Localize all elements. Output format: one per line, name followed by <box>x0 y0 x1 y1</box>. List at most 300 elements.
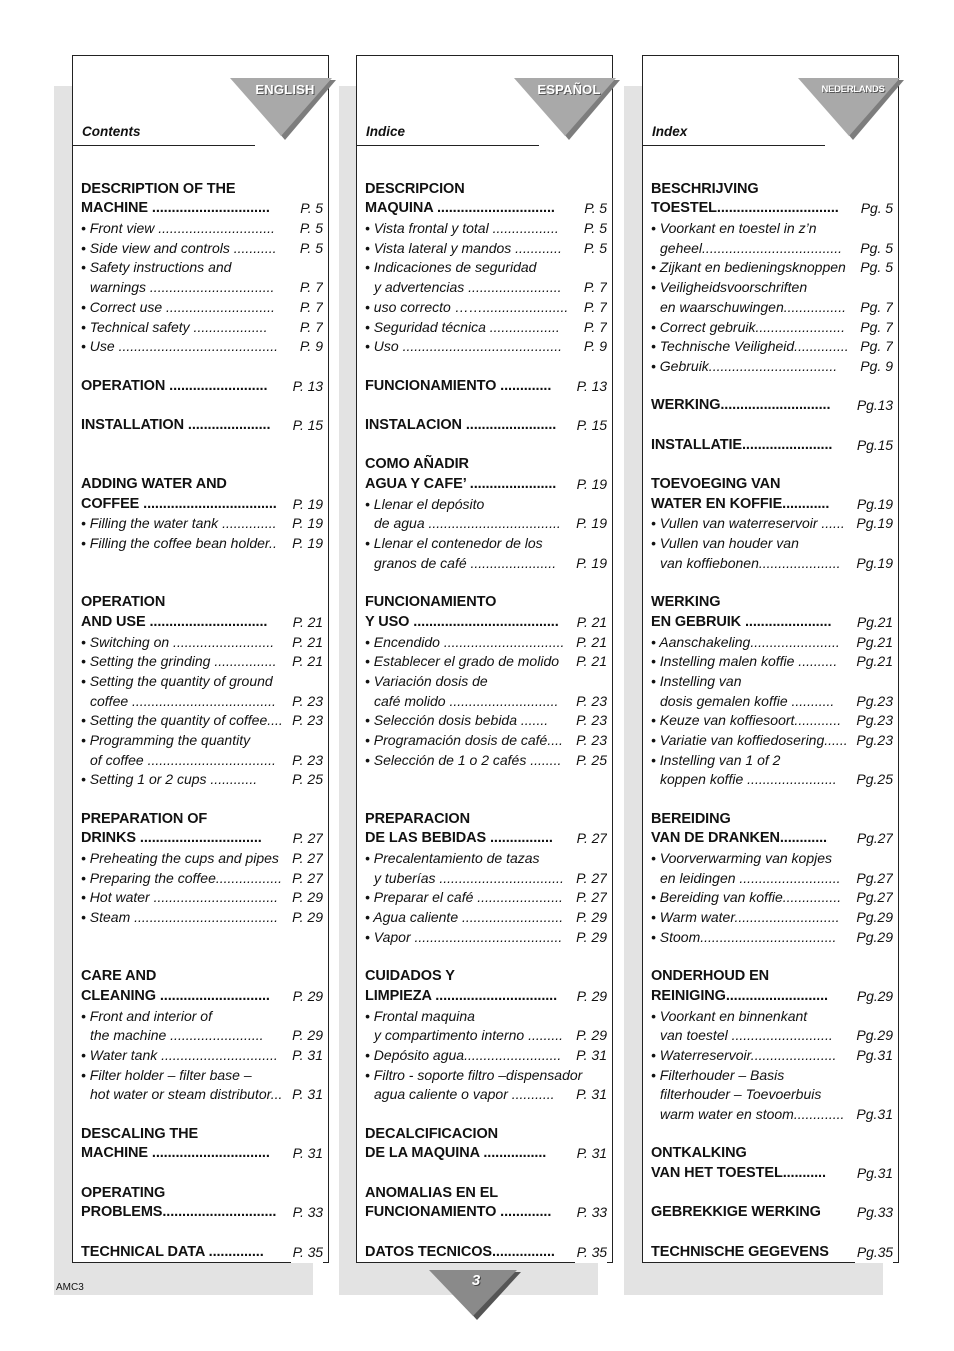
page-reference: P. 23 <box>574 692 607 712</box>
page-reference: P. 19 <box>290 514 323 534</box>
entry-text: BESCHRIJVING <box>651 180 759 197</box>
entry-text: • Technical safety ................... <box>81 318 268 335</box>
page-reference: Pg.19 <box>854 554 893 574</box>
section-heading <box>81 377 323 397</box>
toc-entry <box>651 751 893 771</box>
toc-entry <box>651 633 893 653</box>
section-heading <box>81 1243 323 1263</box>
toc-entry <box>651 869 893 889</box>
entry-text: • Llenar el contenedor de los <box>365 535 543 552</box>
spacer <box>651 948 893 968</box>
page-reference: Pg.21 <box>854 652 893 672</box>
entry-text: hot water or steam distributor... <box>90 1086 283 1103</box>
entry-text: DATOS TECNICOS................ <box>365 1243 555 1260</box>
page-reference: P. 31 <box>574 1085 607 1105</box>
page-reference: Pg.33 <box>855 1203 893 1223</box>
spacer <box>81 436 323 456</box>
toc-entry <box>81 711 323 731</box>
entry-text: • Vista frontal y total ................. <box>365 220 559 237</box>
section-heading <box>81 987 323 1007</box>
toc-entry <box>81 219 323 239</box>
page-reference: P. 7 <box>582 278 607 298</box>
page-reference: P. 19 <box>290 534 323 554</box>
entry-text: • Steam ..................................... <box>81 909 279 926</box>
toc-entry <box>81 1046 323 1066</box>
section-heading <box>365 475 607 495</box>
entry-text: • Selección dosis bebida ....... <box>365 712 549 729</box>
toc-entry <box>365 495 607 515</box>
page-number-badge <box>429 1270 523 1322</box>
section-heading <box>651 1243 893 1263</box>
page-reference: Pg.29 <box>855 987 893 1007</box>
entry-text: CLEANING ............................ <box>81 987 270 1004</box>
section-heading <box>365 1125 607 1145</box>
toc-panel-nederlands <box>642 55 899 1263</box>
spacer <box>365 948 607 968</box>
spacer <box>81 554 323 574</box>
section-heading <box>81 1184 323 1204</box>
spacer <box>651 416 893 436</box>
toc-entry <box>365 888 607 908</box>
entry-text: • Indicaciones de seguridad <box>365 259 537 276</box>
spacer <box>365 160 607 180</box>
toc-panel-espanol <box>356 55 613 1263</box>
entry-text: • Aanschakeling....................... <box>651 633 840 650</box>
section-heading <box>651 613 893 633</box>
entry-text: • Filling the coffee bean holder.. <box>81 535 277 552</box>
entry-text: • Vullen van waterreservoir ...... <box>651 515 845 532</box>
section-heading <box>81 810 323 830</box>
toc-entry <box>651 1007 893 1027</box>
toc-list <box>365 160 607 1263</box>
entry-text: • Switching on .......................... <box>81 633 275 650</box>
panel-title: Contents <box>82 124 141 139</box>
section-heading <box>365 377 607 397</box>
entry-text: • Vullen van houder van <box>651 535 799 552</box>
spacer <box>365 357 607 377</box>
entry-text: en leidingen .......................... <box>660 869 841 886</box>
entry-text: WATER EN KOFFIE............ <box>651 495 830 512</box>
section-heading <box>81 967 323 987</box>
entry-text: • Depósito agua......................... <box>365 1046 562 1063</box>
entry-text: dosis gemalen koffie ........... <box>660 692 835 709</box>
toc-entry <box>81 652 323 672</box>
entry-text: y tuberías ................................ <box>374 869 564 886</box>
entry-text: coffee ..................................... <box>90 692 276 709</box>
entry-text: the machine ........................ <box>90 1027 264 1044</box>
entry-text: VAN DE DRANKEN............ <box>651 830 827 847</box>
toc-entry <box>365 633 607 653</box>
entry-text: • Preparar el café ...................... <box>365 889 563 906</box>
spacer <box>651 790 893 810</box>
page-reference: P. 33 <box>291 1203 323 1223</box>
toc-entry <box>81 298 323 318</box>
entry-text: granos de café ...................... <box>374 554 557 571</box>
spacer <box>81 573 323 593</box>
toc-entry <box>81 672 323 692</box>
toc-entry <box>651 1046 893 1066</box>
toc-list <box>651 160 893 1263</box>
entry-text: TOESTEL............................... <box>651 200 839 217</box>
toc-entry <box>365 751 607 771</box>
spacer <box>81 1164 323 1184</box>
entry-text: • Filter holder – filter base – <box>81 1066 252 1083</box>
entry-text: INSTALLATION ..................... <box>81 416 271 433</box>
spacer <box>365 1223 607 1243</box>
page-reference: Pg.27 <box>854 869 893 889</box>
toc-entry <box>651 258 893 278</box>
entry-text: de agua .................................. <box>374 515 561 532</box>
section-heading <box>651 1144 893 1164</box>
toc-entry <box>365 219 607 239</box>
spacer <box>365 770 607 790</box>
toc-entry <box>365 1066 607 1086</box>
page-reference: P. 5 <box>298 199 323 219</box>
entry-text: DE LAS BEBIDAS ................ <box>365 830 553 847</box>
page-reference: P. 23 <box>574 711 607 731</box>
entry-text: FUNCIONAMIENTO <box>365 594 497 611</box>
entry-text: • Encendido ............................... <box>365 633 565 650</box>
section-heading <box>651 1203 893 1223</box>
entry-text: y compartimento interno ......... <box>374 1027 564 1044</box>
page-reference: P. 31 <box>290 1085 323 1105</box>
page-reference: P. 13 <box>575 377 607 397</box>
entry-text: CUIDADOS Y <box>365 968 455 985</box>
section-heading <box>81 613 323 633</box>
entry-text: • Voorkant en binnenkant <box>651 1007 808 1024</box>
entry-text: TOEVOEGING VAN <box>651 476 781 492</box>
entry-text: GEBREKKIGE WERKING <box>651 1204 821 1221</box>
toc-entry <box>651 534 893 554</box>
entry-text: ONTKALKING <box>651 1145 747 1162</box>
entry-text: DRINKS ............................... <box>81 830 262 847</box>
toc-entry <box>365 1026 607 1046</box>
toc-entry <box>651 928 893 948</box>
entry-text: • Filterhouder – Basis <box>651 1066 785 1083</box>
entry-text: warm water en stoom............. <box>660 1106 845 1122</box>
entry-text: • Bereiding van koffie............... <box>651 889 842 906</box>
entry-text: • Uso ......................................... <box>365 338 563 355</box>
toc-entry <box>81 908 323 928</box>
toc-entry <box>651 239 893 259</box>
entry-text: Y USO ..................................... <box>365 613 559 630</box>
page-reference: Pg. 7 <box>858 337 893 357</box>
toc-entry <box>81 337 323 357</box>
header-rule <box>73 145 255 146</box>
entry-text: • Preheating the cups and pipes <box>81 850 279 867</box>
entry-text: COMO AÑADIR <box>365 456 469 473</box>
entry-text: COFFEE .................................. <box>81 495 277 512</box>
page-reference: Pg.29 <box>854 908 893 928</box>
section-heading <box>651 829 893 849</box>
entry-text: INSTALACION ....................... <box>365 416 557 433</box>
page-reference: P. 29 <box>290 1026 323 1046</box>
entry-text: • Establecer el grado de molido <box>365 653 560 670</box>
page-reference: P. 25 <box>290 770 323 790</box>
entry-text: • Instelling van <box>651 672 742 689</box>
entry-text: • Setting 1 or 2 cups ............ <box>81 771 258 788</box>
section-heading <box>365 810 607 830</box>
page-reference: P. 7 <box>298 298 323 318</box>
spacer <box>651 1223 893 1243</box>
entry-text: • Preparing the coffee................. <box>81 869 282 886</box>
page-reference: P. 31 <box>290 1046 323 1066</box>
toc-entry <box>651 849 893 869</box>
entry-text: • Setting the quantity of coffee.... <box>81 712 283 729</box>
toc-entry <box>365 928 607 948</box>
entry-text: BEREIDING <box>651 810 731 827</box>
entry-text: ONDERHOUD EN <box>651 968 770 985</box>
entry-text: DE LA MAQUINA ................ <box>365 1145 547 1162</box>
toc-entry <box>651 711 893 731</box>
entry-text: WERKING............................ <box>651 397 831 414</box>
page-reference: P. 7 <box>298 278 323 298</box>
toc-list <box>81 160 323 1263</box>
toc-entry <box>651 278 893 298</box>
toc-entry <box>651 770 893 790</box>
section-heading <box>365 1184 607 1204</box>
page-reference: P. 5 <box>582 199 607 219</box>
toc-entry <box>81 633 323 653</box>
entry-text: café molido ............................ <box>374 692 559 709</box>
toc-entry <box>81 731 323 751</box>
spacer <box>365 396 607 416</box>
entry-text: DECALCIFICACION <box>365 1125 499 1142</box>
spacer <box>651 573 893 593</box>
toc-entry <box>81 318 323 338</box>
entry-text: • Variación dosis de <box>365 672 488 689</box>
page-reference: P. 27 <box>290 849 323 869</box>
entry-text: PROBLEMS............................. <box>81 1204 277 1221</box>
toc-entry <box>651 888 893 908</box>
page-reference: P. 29 <box>575 987 607 1007</box>
entry-text: AGUA Y CAFE’ ...................... <box>365 476 557 492</box>
page-reference: Pg.29 <box>854 1026 893 1046</box>
page-reference: P. 9 <box>582 337 607 357</box>
section-heading <box>365 1243 607 1263</box>
page-reference: P. 27 <box>574 869 607 889</box>
toc-entry <box>365 692 607 712</box>
entry-text: MACHINE .............................. <box>81 1145 270 1162</box>
entry-text: • Correct use ............................ <box>81 298 275 315</box>
toc-panel-english <box>72 55 329 1263</box>
section-heading <box>365 416 607 436</box>
spacer <box>81 790 323 810</box>
section-heading <box>365 199 607 219</box>
toc-entry <box>365 239 607 259</box>
entry-text: • Setting the quantity of ground <box>81 672 273 689</box>
entry-text: • Vista lateral y mandos ............ <box>365 239 562 256</box>
toc-entry <box>365 278 607 298</box>
page-reference: Pg.27 <box>855 829 893 849</box>
page-reference: Pg. 7 <box>858 318 893 338</box>
language-badge <box>512 78 624 142</box>
page-reference: P. 21 <box>575 613 607 633</box>
page-reference: P. 5 <box>298 239 323 259</box>
entry-text: filterhouder – Toevoerbuis <box>660 1086 822 1103</box>
toc-entry <box>365 711 607 731</box>
entry-text: WERKING <box>651 594 721 611</box>
page-reference: P. 23 <box>290 751 323 771</box>
toc-entry <box>651 1026 893 1046</box>
section-heading <box>651 396 893 416</box>
page-reference: P. 35 <box>291 1243 323 1263</box>
toc-entry <box>651 318 893 338</box>
section-heading <box>651 495 893 515</box>
section-heading <box>651 1164 893 1184</box>
spacer <box>651 160 893 180</box>
page-reference: P. 23 <box>574 731 607 751</box>
entry-text: ADDING WATER AND <box>81 476 227 492</box>
entry-text: • Llenar el depósito <box>365 495 485 512</box>
section-heading <box>365 455 607 475</box>
entry-text: en waarschuwingen................ <box>660 298 846 315</box>
spacer <box>81 1105 323 1125</box>
language-badge <box>228 78 340 142</box>
entry-text: • Water tank .............................. <box>81 1046 278 1063</box>
toc-entry <box>81 751 323 771</box>
page-reference: P. 29 <box>574 1026 607 1046</box>
page-reference: P. 29 <box>574 928 607 948</box>
entry-text: MAQUINA .............................. <box>365 200 555 217</box>
page-reference: P. 27 <box>575 829 607 849</box>
entry-text: • Front and interior of <box>81 1007 212 1024</box>
toc-entry <box>651 514 893 534</box>
toc-entry <box>651 672 893 692</box>
page-reference: Pg.29 <box>854 928 893 948</box>
panel-title: Index <box>652 124 688 139</box>
toc-entry <box>651 692 893 712</box>
page-reference: P. 35 <box>575 1243 607 1263</box>
entry-text: FUNCIONAMIENTO ............. <box>365 1204 552 1221</box>
toc-entry <box>81 1026 323 1046</box>
entry-text: • Keuze van koffiesoort............ <box>651 712 842 729</box>
page-reference: Pg.15 <box>855 436 893 456</box>
entry-text: • Instelling van 1 of 2 <box>651 751 781 768</box>
entry-text: TECHNISCHE GEGEVENS <box>651 1243 829 1260</box>
page-reference: P. 23 <box>290 711 323 731</box>
entry-text: • Voorkant en toestel in z’n <box>651 220 817 237</box>
toc-entry <box>651 219 893 239</box>
page-reference: Pg.19 <box>855 495 893 515</box>
section-heading <box>81 416 323 436</box>
toc-entry <box>651 554 893 574</box>
page-reference: P. 21 <box>574 633 607 653</box>
spacer <box>365 1105 607 1125</box>
toc-entry <box>651 357 893 377</box>
page-reference: P. 7 <box>298 318 323 338</box>
toc-entry <box>81 1066 323 1086</box>
section-heading <box>81 1125 323 1145</box>
page-reference: P. 29 <box>291 987 323 1007</box>
spacer <box>81 1223 323 1243</box>
header-rule <box>643 145 825 146</box>
entry-text: geheel.................................... <box>660 239 843 256</box>
section-heading <box>81 475 323 495</box>
entry-text: • Selección de 1 o 2 cafés ........ <box>365 751 562 768</box>
entry-text: TECHNICAL DATA .............. <box>81 1243 264 1260</box>
page-reference: Pg.19 <box>854 514 893 534</box>
page-reference: P. 21 <box>574 652 607 672</box>
entry-text: • Programación dosis de café.... <box>365 731 563 748</box>
page-reference: P. 9 <box>298 337 323 357</box>
section-heading <box>365 593 607 613</box>
page-reference: Pg.13 <box>855 396 893 416</box>
page-reference: Pg.23 <box>854 711 893 731</box>
page-reference: P. 29 <box>290 908 323 928</box>
spacer <box>651 455 893 475</box>
entry-text: • Seguridad técnica .................. <box>365 318 560 335</box>
section-heading <box>365 967 607 987</box>
page-reference: Pg. 9 <box>858 357 893 377</box>
entry-text: DESCRIPTION OF THE <box>81 180 236 197</box>
page-reference: P. 7 <box>582 318 607 338</box>
toc-entry <box>365 672 607 692</box>
toc-entry <box>365 652 607 672</box>
entry-text: DESCRIPCION <box>365 180 465 197</box>
page-reference: P. 21 <box>290 633 323 653</box>
toc-entry <box>81 869 323 889</box>
toc-entry <box>365 1007 607 1027</box>
entry-text: • Voorverwarming van kopjes <box>651 850 833 867</box>
entry-text: • Zijkant en bedieningsknoppen <box>651 259 846 276</box>
toc-entry <box>651 908 893 928</box>
toc-entry <box>651 337 893 357</box>
spacer <box>81 948 323 968</box>
page-reference: Pg.31 <box>854 1105 893 1125</box>
document-code: AMC3 <box>56 1282 84 1293</box>
toc-entry <box>81 278 323 298</box>
entry-text: REINIGING.......................... <box>651 987 828 1004</box>
entry-text: OPERATION ......................... <box>81 377 268 394</box>
entry-text: OPERATION <box>81 594 166 611</box>
entry-text: • Stoom................................... <box>651 928 837 945</box>
entry-text: • Gebruik................................. <box>651 357 838 374</box>
toc-entry <box>365 1046 607 1066</box>
entry-text: • Technische Veiligheid.............. <box>651 338 849 355</box>
entry-text: INSTALLATIE....................... <box>651 436 833 453</box>
entry-text: • Front view .............................. <box>81 220 275 237</box>
toc-entry <box>81 514 323 534</box>
toc-entry <box>81 1085 323 1105</box>
section-heading <box>651 475 893 495</box>
entry-text: koppen koffie ....................... <box>660 771 837 788</box>
section-heading <box>651 436 893 456</box>
page-reference: Pg.25 <box>854 770 893 790</box>
page-reference: P. 19 <box>575 475 607 495</box>
entry-text: • Filling the water tank .............. <box>81 515 277 532</box>
spacer <box>81 160 323 180</box>
page-reference: Pg. 5 <box>858 258 893 278</box>
language-badge <box>796 78 908 142</box>
panel-title: Indice <box>366 124 406 139</box>
section-heading <box>365 613 607 633</box>
page-reference: P. 29 <box>574 908 607 928</box>
page-reference: P. 21 <box>290 652 323 672</box>
page-reference: P. 19 <box>574 514 607 534</box>
section-heading <box>651 987 893 1007</box>
spacer <box>365 573 607 593</box>
language-label: ENGLISH <box>255 82 315 97</box>
spacer <box>365 436 607 456</box>
entry-text: • Vapor ...................................... <box>365 928 563 945</box>
page-reference: P. 5 <box>582 239 607 259</box>
page-reference: P. 33 <box>575 1203 607 1223</box>
section-heading <box>365 180 607 200</box>
entry-text: LIMPIEZA ............................... <box>365 987 558 1004</box>
entry-text: • Variatie van koffiedosering...... <box>651 731 848 748</box>
page-reference: Pg.35 <box>855 1243 893 1263</box>
